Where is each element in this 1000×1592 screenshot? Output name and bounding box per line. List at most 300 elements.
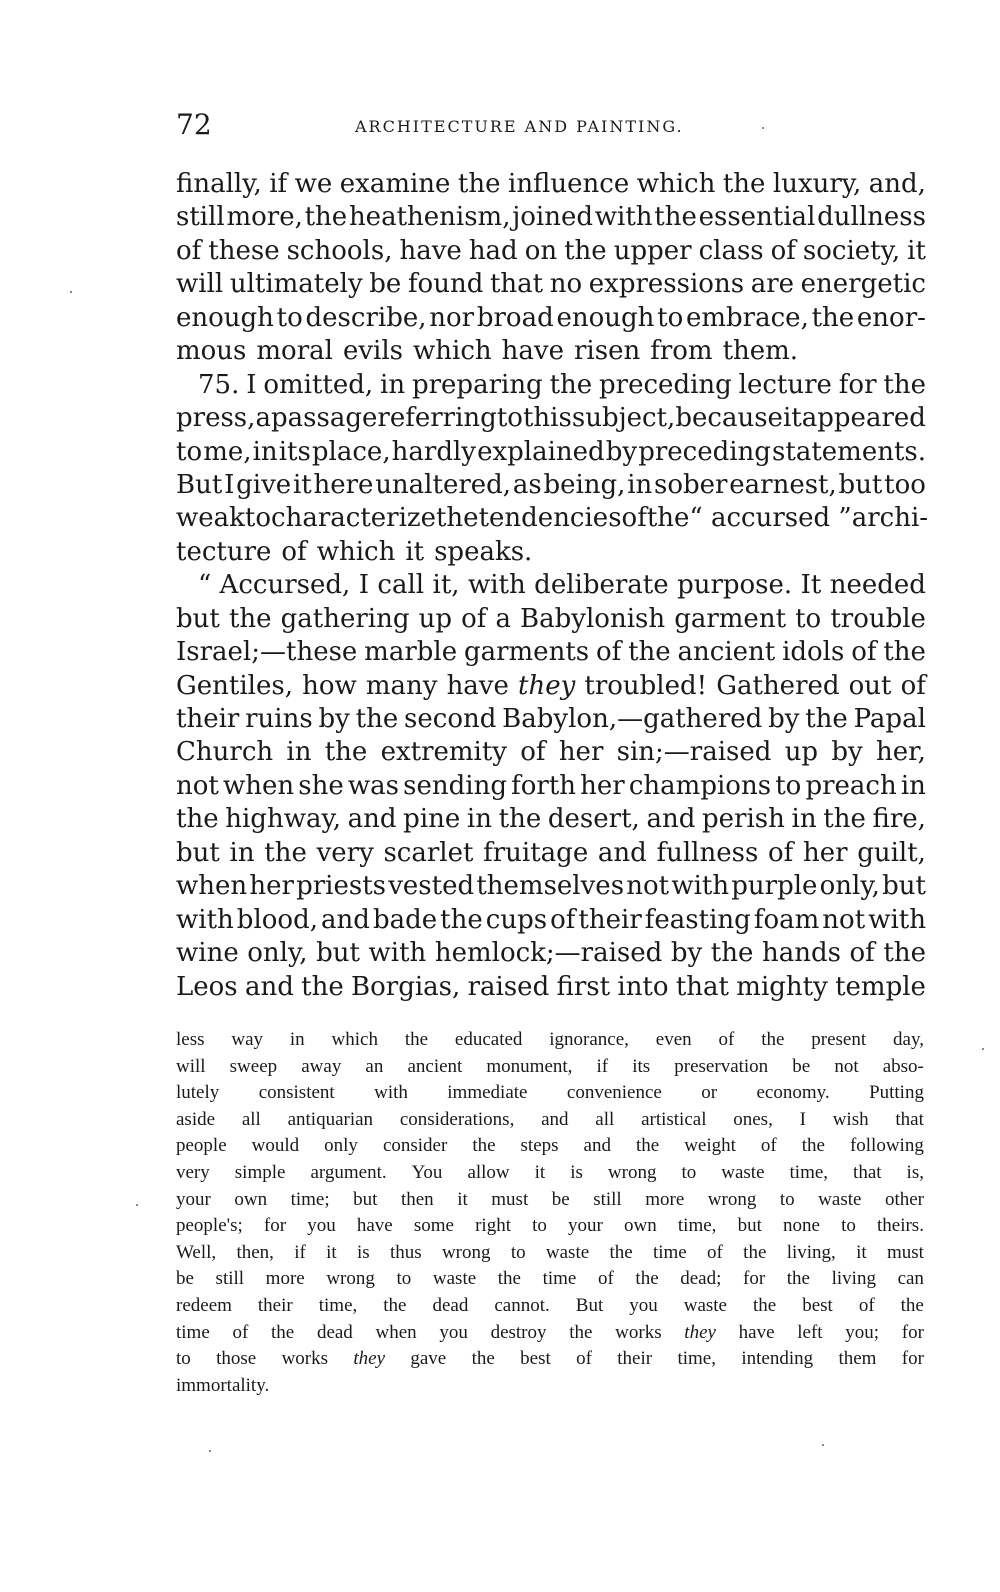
word: sweep — [229, 1055, 278, 1077]
word: have — [356, 1215, 393, 1237]
word: wrong — [441, 1241, 491, 1263]
word: with — [374, 1082, 408, 1104]
word: bade — [372, 904, 438, 935]
word: consistent — [258, 1082, 335, 1104]
word: have — [399, 235, 462, 266]
word: time — [176, 1321, 210, 1343]
scan-speck — [136, 1204, 138, 1206]
word: which — [316, 536, 396, 567]
word: in — [229, 837, 255, 868]
word: the — [883, 938, 926, 969]
word: considerations, — [399, 1108, 515, 1130]
word: weak — [176, 503, 245, 534]
word: the — [440, 904, 483, 935]
word: give — [236, 469, 292, 500]
word: would — [251, 1135, 300, 1157]
word: weight — [684, 1135, 736, 1157]
word: heathenism, — [348, 202, 511, 233]
word: and — [597, 837, 647, 868]
word: broad — [476, 302, 554, 333]
word: preceding — [599, 369, 732, 400]
word: that — [675, 971, 729, 1002]
word: away — [301, 1055, 342, 1077]
word: for — [901, 1321, 924, 1343]
word: waste — [818, 1188, 862, 1210]
word: you — [307, 1215, 336, 1237]
word: risen — [573, 336, 641, 367]
word: by — [605, 436, 638, 467]
word: tendencies — [478, 503, 622, 534]
word: and — [646, 804, 696, 835]
word: of — [707, 1241, 723, 1263]
body-line — [176, 302, 926, 335]
word: educated — [454, 1029, 523, 1050]
word: preservation — [674, 1055, 769, 1077]
word: champions — [628, 770, 772, 801]
word: had — [468, 235, 518, 266]
word: Papal — [853, 704, 926, 734]
word: dead — [316, 1321, 353, 1343]
word: it — [782, 403, 802, 434]
word: have — [738, 1321, 775, 1343]
footnote-line — [176, 1320, 924, 1347]
word: can — [897, 1268, 924, 1290]
word: with — [176, 904, 234, 935]
word: raised — [467, 971, 550, 1002]
word: the — [710, 938, 754, 969]
word: appeared — [801, 403, 926, 434]
word: for — [838, 369, 877, 400]
word: best — [802, 1294, 833, 1316]
word: the — [355, 704, 399, 734]
word: scarlet — [383, 837, 474, 868]
footnote-line — [176, 1293, 924, 1320]
body-line — [176, 369, 926, 402]
word: other — [884, 1188, 924, 1210]
word: them. — [722, 336, 799, 367]
word: of — [281, 536, 307, 567]
word: her — [580, 770, 625, 801]
word: consider — [382, 1135, 448, 1157]
word: sin;—raised — [616, 737, 772, 768]
word: of — [621, 503, 647, 534]
word: up — [418, 603, 452, 634]
body-line — [176, 937, 926, 970]
word: we — [294, 169, 333, 199]
body-line — [176, 803, 926, 836]
word: too — [884, 469, 926, 500]
word: to — [176, 436, 203, 467]
word: ignorance, — [549, 1029, 629, 1050]
word: of — [770, 235, 796, 266]
body-line — [176, 703, 926, 736]
word: aside — [176, 1108, 216, 1130]
footnote-line — [176, 1187, 924, 1214]
word: theirs. — [876, 1215, 924, 1237]
word: not — [834, 1055, 859, 1077]
word: the — [743, 1241, 767, 1263]
body-line — [176, 268, 926, 301]
word: lecture — [738, 369, 832, 400]
word: to — [795, 603, 822, 634]
word: of — [900, 670, 926, 701]
word: fruitage — [483, 837, 589, 868]
word: following — [849, 1135, 924, 1157]
word: when — [176, 871, 248, 902]
word: Well, — [176, 1241, 217, 1263]
word: nor — [429, 302, 475, 333]
word: will — [176, 1055, 206, 1077]
word: to — [841, 1215, 856, 1237]
footnote-line — [176, 1107, 924, 1134]
word: Babylonish — [520, 603, 666, 634]
word: wine — [176, 938, 239, 969]
word: even — [655, 1029, 692, 1050]
word: of — [851, 637, 877, 668]
body-line — [176, 603, 926, 636]
word: many — [365, 670, 438, 701]
word: if — [294, 1241, 306, 1263]
word: waste — [683, 1294, 727, 1316]
word: essential — [698, 202, 816, 233]
word: to — [510, 1241, 526, 1263]
word: antiquarian — [287, 1108, 374, 1130]
word: call — [377, 570, 425, 601]
word: way — [231, 1029, 264, 1050]
word: still — [215, 1268, 245, 1290]
word: to — [779, 1188, 795, 1210]
scan-speck — [982, 1048, 984, 1050]
word: in — [900, 770, 926, 801]
word: artistical — [641, 1108, 707, 1130]
word: finally, — [176, 169, 262, 199]
word: referring — [377, 403, 497, 434]
word: I — [358, 570, 369, 601]
word: the — [761, 1029, 785, 1050]
word: It — [800, 570, 822, 601]
word: the — [383, 1294, 407, 1316]
word: influence — [508, 169, 630, 199]
footnote-line — [176, 1240, 924, 1267]
word: highway, — [225, 804, 341, 835]
word: her — [558, 737, 604, 768]
word: speaks. — [434, 536, 533, 567]
word: left — [797, 1321, 823, 1343]
word: none — [782, 1215, 820, 1237]
word: it — [856, 1241, 867, 1263]
word: a — [495, 603, 511, 634]
word: mighty — [736, 971, 828, 1002]
word: to — [775, 770, 802, 801]
word: the — [900, 1294, 924, 1316]
word: the — [176, 804, 219, 835]
word: very — [176, 1161, 210, 1183]
word: 75. — [198, 369, 240, 400]
word: the — [549, 369, 593, 400]
word: have — [446, 670, 509, 701]
word: hemlock;—raised — [434, 938, 663, 969]
word: purple — [731, 871, 818, 902]
word: only, — [247, 938, 308, 969]
word: foam — [753, 904, 820, 935]
word: a — [255, 403, 271, 434]
word: embrace, — [686, 302, 809, 333]
word: the — [883, 369, 926, 400]
footnote-line — [176, 1346, 924, 1373]
word: an — [365, 1055, 384, 1077]
word: characterize — [271, 503, 436, 534]
word: of — [520, 737, 546, 768]
word: the — [228, 603, 272, 634]
word: statements. — [772, 436, 926, 467]
word: in — [289, 1029, 305, 1050]
word: mous — [176, 336, 247, 367]
word: sending — [403, 770, 507, 801]
word: to — [176, 1348, 191, 1370]
word: of — [597, 1268, 614, 1290]
word: time, — [318, 1294, 358, 1316]
word: fullness — [656, 837, 759, 868]
word: of — [550, 904, 576, 935]
word: you — [629, 1294, 658, 1316]
word: be — [176, 1268, 194, 1290]
word: energetic — [800, 269, 926, 300]
scan-speck — [762, 127, 764, 129]
word: her — [249, 871, 294, 902]
word: fire, — [872, 804, 926, 835]
word: in — [380, 369, 406, 400]
word: vested — [388, 871, 475, 902]
body-line — [176, 770, 926, 803]
body-line — [176, 235, 926, 268]
word: for — [263, 1215, 287, 1237]
word: Church — [176, 737, 274, 768]
word: Israel;—these — [176, 637, 358, 668]
word: wrong — [707, 1188, 757, 1210]
word: their — [257, 1294, 293, 1316]
word: with — [671, 871, 730, 902]
body-line — [176, 335, 926, 368]
word: idols — [782, 637, 845, 668]
word: no — [549, 269, 583, 300]
word: the — [654, 202, 697, 233]
word: subject, — [571, 403, 676, 434]
word: “ Accursed, — [198, 570, 351, 601]
word: her, — [875, 737, 926, 768]
word: by — [831, 737, 863, 768]
word: all — [241, 1108, 261, 1130]
word: immortality. — [176, 1374, 270, 1396]
word: will — [176, 269, 224, 300]
word: they — [518, 670, 576, 701]
word: when — [375, 1321, 417, 1343]
word: are — [750, 269, 795, 300]
word: hands — [761, 938, 841, 969]
body-line — [176, 670, 926, 703]
body-line — [176, 870, 926, 903]
word: blood, — [236, 904, 318, 935]
word: of — [595, 637, 622, 668]
word: time, — [677, 1348, 716, 1370]
word: steps — [520, 1135, 559, 1157]
word: this — [522, 403, 572, 434]
word: the — [301, 971, 344, 1002]
word: it — [292, 469, 312, 500]
word: the — [786, 1268, 810, 1290]
word: the — [811, 302, 855, 333]
word: I — [799, 1108, 806, 1130]
word: then, — [236, 1241, 274, 1263]
word: the — [498, 804, 542, 835]
word: that — [853, 1161, 882, 1183]
word: the — [435, 503, 479, 534]
word: time; — [290, 1188, 330, 1210]
word: day, — [893, 1029, 924, 1050]
scan-speck — [209, 1450, 211, 1452]
word: garments — [463, 637, 590, 668]
word: the — [609, 1241, 633, 1263]
word: Putting — [869, 1082, 924, 1104]
scan-speck — [822, 1444, 824, 1446]
body-line — [176, 736, 926, 769]
word: the — [271, 1321, 295, 1343]
word: on — [524, 235, 558, 266]
word: of — [768, 837, 794, 868]
word: ones, — [733, 1108, 773, 1130]
word: needed — [829, 570, 926, 601]
word: in — [791, 804, 817, 835]
word: tecture — [176, 536, 272, 567]
word: of — [576, 1348, 592, 1370]
word: omitted, — [263, 369, 374, 400]
word: extremity — [380, 737, 507, 768]
word: more, — [226, 202, 303, 233]
word: troubled! — [584, 670, 708, 701]
word: I — [224, 469, 235, 500]
word: the — [635, 1135, 660, 1157]
word: which — [413, 336, 492, 367]
word: out — [848, 670, 892, 701]
word: only, — [819, 871, 880, 902]
word: as — [512, 469, 542, 500]
word: with — [467, 570, 526, 601]
word: feasting — [644, 904, 751, 935]
word: simple — [234, 1161, 286, 1183]
word: preceding — [638, 436, 771, 467]
word: for — [901, 1348, 924, 1370]
word: convenience — [566, 1082, 662, 1104]
word: in — [252, 436, 278, 467]
word: the — [497, 1268, 521, 1290]
word: time — [652, 1241, 687, 1263]
word: but — [838, 469, 883, 500]
word: but — [316, 938, 360, 969]
word: Gentiles, — [176, 670, 293, 701]
word: of — [176, 235, 202, 266]
word: luxury, — [772, 169, 862, 199]
word: works — [615, 1321, 662, 1343]
word: Babylon,—gathered — [502, 704, 763, 734]
word: unaltered, — [375, 469, 512, 500]
word: how — [302, 670, 357, 701]
word: people's; — [176, 1215, 243, 1237]
word: it — [907, 235, 926, 266]
footnote-line — [176, 1027, 924, 1054]
word: it — [534, 1161, 546, 1183]
page-number: 72 — [176, 108, 212, 141]
body-line — [176, 636, 926, 669]
body-line — [176, 502, 929, 535]
word: being, — [543, 469, 626, 500]
word: and, — [868, 169, 926, 199]
word: more — [265, 1268, 305, 1290]
word: people — [176, 1135, 227, 1157]
word: which — [636, 169, 716, 199]
word: place, — [311, 436, 391, 467]
body-line — [176, 168, 926, 201]
word: and — [321, 904, 370, 935]
word: not — [822, 904, 866, 935]
word: is, — [906, 1161, 924, 1183]
word: preparing — [411, 369, 543, 400]
word: the — [646, 503, 690, 534]
word: earnest, — [729, 469, 837, 500]
word: must — [886, 1241, 924, 1263]
word: expressions — [588, 269, 745, 300]
word: Borgias, — [351, 971, 461, 1002]
word: the — [472, 1135, 496, 1157]
word: joined — [512, 202, 594, 233]
footnote-line — [176, 1266, 924, 1293]
word: the — [801, 1135, 825, 1157]
word: and — [541, 1108, 569, 1130]
word: to — [396, 1268, 412, 1290]
word: thus — [389, 1241, 422, 1263]
word: perish — [702, 804, 785, 835]
word: by — [670, 938, 703, 969]
word: but — [737, 1215, 762, 1237]
word: by — [318, 704, 350, 734]
word: it — [405, 536, 425, 567]
word: if — [596, 1055, 609, 1077]
word: cups — [485, 904, 548, 935]
body-line — [176, 469, 926, 502]
word: dead — [432, 1294, 469, 1316]
word: those — [216, 1348, 257, 1370]
word: forth — [511, 770, 577, 801]
word: they — [353, 1348, 386, 1370]
word: immediate — [447, 1082, 528, 1104]
word: in — [466, 804, 492, 835]
word: their — [578, 904, 642, 935]
word: they — [684, 1321, 716, 1343]
word: gave — [410, 1348, 447, 1370]
word: of — [232, 1321, 249, 1343]
word: of — [858, 1294, 875, 1316]
word: economy. — [756, 1082, 830, 1104]
word: time, — [789, 1161, 829, 1183]
word: be — [369, 269, 402, 300]
body-line — [176, 201, 926, 234]
word: with — [368, 938, 427, 969]
word: here — [313, 469, 374, 500]
word: still — [593, 1188, 622, 1210]
word: desert, — [547, 804, 640, 835]
footnote-line — [176, 1080, 924, 1107]
word: is — [570, 1161, 583, 1183]
word: of — [461, 603, 487, 634]
word: the — [805, 704, 848, 734]
